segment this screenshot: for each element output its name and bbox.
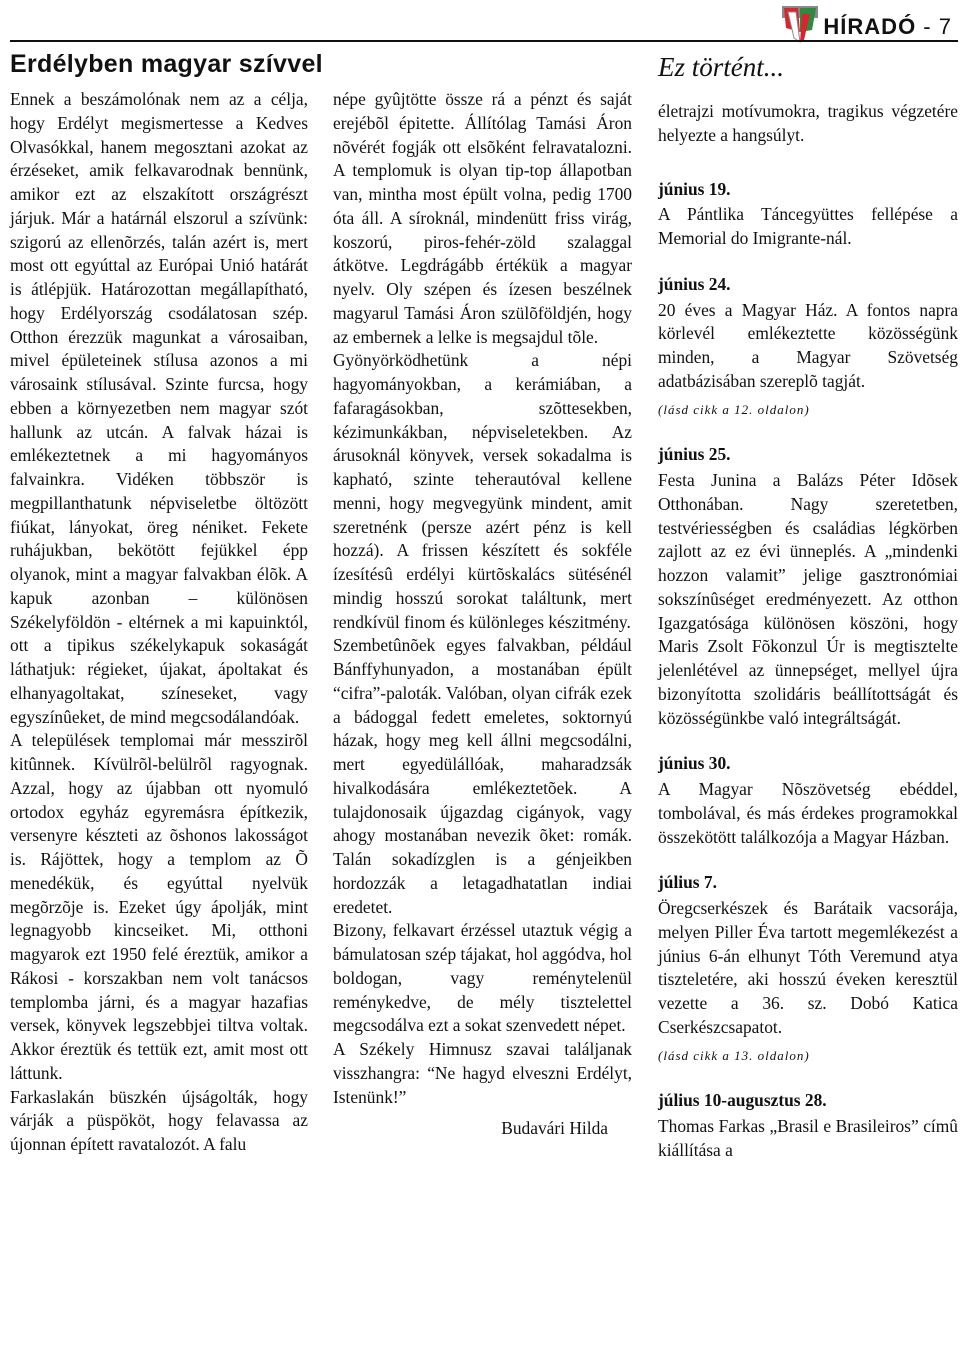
event-date: július 10-augusztus 28. <box>658 1090 827 1111</box>
event-text: Thomas Farkas „Brasil e Brasileiros” címû kiállítása a <box>658 1116 958 1160</box>
article-paragraph: A települések templomai már messzirõl kitûnnek. Kívülrõl-belülrõl ragyognak. Azzal, hogy az újabban ott nyomuló ortodox egyház egyremásra építkezik, versenyre készteti az õshonos lakosságot is. Rájöttek, hogy a templom az Õ menedékük, és egyúttal nyelvük megõrzõje is. Ezeket úgy ápolják, mint legnagyobb kincseiket. Mi, otthoni magyarok ezt 1950 felé éreztük, amikor a Rákosi - korszakban nem volt tanácsos templomba járni, és a magyar hazafias versek, könyvek legszebbjei tiltva voltak. Akkor éreztük és tettük ezt, amit most ott láttunk. <box>10 730 308 1083</box>
article-column-2 <box>333 88 632 1141</box>
article-paragraph: Ennek a beszámolónak nem az a célja, hogy Erdélyt megismertesse a Kedves Olvasókkal, hanem megosztani azokat az érzéseket, amik felkavarodnak bennünk, amikor ezt az elszakított országrészt járjuk. Már a határnál elszorul a szívünk: szigorú az ellenõrzés, talán azért is, mert most ott egyúttal az Európai Unió határát is átlépjük. Határozottan megállapítható, hogy Erdélyország csodálatosan szép. Otthon érezzük magunkat a városaiban, mivel épületeinek stílusa azonos a mi városaink stílusával. Szinte furcsa, hogy ebben a környezetben nem magyar szót hallunk az utcán. A falvak házai is emlékeztetnek a mi hagyományos falvainkra. Vidéken többször is megpillanthatunk népviseletbe öltözött fiúkat, lányokat, öreg néniket. Fekete ruhájukban, bekötött fejükkel épp olyanok, mint a magyar falvakban élõk. A kapuk azonban – különösen Székelyföldön - eltérnek a mi kapuinktól, ott a tipikus székelykapuk sokaságát láthatjuk: régieket, újakat, ápoltakat és elhanyagoltakat, színeseket, vagy egyszínûeket, de mind megcsodálandóak. <box>10 89 308 727</box>
event-text: Öregcserkészek és Barátaik vacsorája, melyen Piller Éva tartott megemlékezést a június 6-án elhunyt Tóth Veremund atya tiszteletére, aki hosszú éveken keresztül vezette a 36. sz. Dobó Katica Cserkészcsapatot. <box>658 898 958 1037</box>
article-author: Budavári Hilda <box>501 1118 608 1139</box>
event-text: Festa Junina a Balázs Péter Idõsek Otthonában. Nagy szeretetben, testvériességben és családias légkörben zajlott az ez évi ünneplés. A „mindenki hozzon valamit” jelige gasztronómiai sokszínûséget eredményezett. Az otthon Igazgatósága különösen köszöni, hogy Maris Zsolt Fõkonzul Úr is megtisztelte jelenlétével az ünnepséget, mellyel újra bizonyította szolidáris beállítottságát és közösségünkbe való integráltságát. <box>658 470 958 728</box>
article-paragraph: A Székely Himnusz szavai találjanak visszhangra: “Ne hagyd elveszni Erdélyt, Istenünk!” <box>333 1039 632 1107</box>
page-header <box>823 14 952 40</box>
event-text: A Pántlika Táncegyüttes fellépése a Memorial do Imigrante-nál. <box>658 204 958 248</box>
event-date: július 7. <box>658 872 717 893</box>
page-sep: - <box>916 14 939 39</box>
events-intro: életrajzi motívumokra, tragikus végzetére helyezte a hangsúlyt. <box>658 101 958 145</box>
event-date: június 25. <box>658 444 731 465</box>
event-date: június 19. <box>658 178 731 199</box>
section-name: HÍRADÓ <box>823 14 917 39</box>
article-column-1 <box>10 88 308 1157</box>
article-paragraph: népe gyûjtötte össze rá a pénzt és saját erejébõl épitette. Állítólag Tamási Áron nõvérét fogják ott elsõként felravatalozni. A templomuk is olyan tip-top állapotban van, mintha most épült volna, pedig 1700 óta áll. A síroknál, mindenütt friss virág, koszorú, piros-fehér-zöld szalaggal átkötve. Legdrágább értékük a magyar nyelv. Oly szépen és ízesen beszélnek magyarul Tamási Áron szülõföldjén, hogy az embernek a lelke is megsajdul tõle. <box>333 89 632 347</box>
article-paragraph: Bizony, felkavart érzéssel utaztuk végig a bámulatosan szép tájakat, hol aggódva, hol boldogan, vagy reménytelenül reménykedve, de mély tisztelettel megcsodálva ezt a sokat szenvedett népet. <box>333 920 632 1036</box>
event-reference: (lásd cikk a 12. oldalon) <box>658 401 810 417</box>
events-title: Ez történt... <box>658 52 784 82</box>
event-date: június 30. <box>658 753 731 774</box>
article-paragraph: Farkaslakán büszkén újságolták, hogy várják a püspököt, hogy felavassa az újonnan épített ravatalozót. A falu <box>10 1086 308 1154</box>
header-rule <box>10 40 958 42</box>
event-text: A Magyar Nõszövetség ebéddel, tombolával, és más érdekes programokkal összekötött találkozója a Magyar Házban. <box>658 779 958 847</box>
event-reference: (lásd cikk a 13. oldalon) <box>658 1047 810 1063</box>
event-text: 20 éves a Magyar Ház. A fontos napra körlevél emlékeztette közösségünk minden, a Magyar Szövetség adatbázisában szereplõ tagját. <box>658 299 958 391</box>
event-date: június 24. <box>658 273 731 294</box>
article-paragraph: Szembetûnõek egyes falvakban, például Bánffyhunyadon, a mostanában épült “cifra”-paloták. Valóban, olyan cifrák ezek a bádoggal fedett emeletes, soktornyú házak, hogy meg kell állni megcsodálni, mert egyedülállóak, maharadzsák hivalkodására emlékeztetõek. A tulajdonosaik újgazdag cigányok, vagy ahogy mostanában nevezik õket: romák. Talán sokadízglen is a génjeikben hordozzák a letagadhatatlan indiai eredetet. <box>333 635 632 917</box>
events-column <box>658 100 958 1163</box>
page-number: 7 <box>938 14 952 39</box>
article-paragraph: Gyönyörködhetünk a népi hagyományokban, a kerámiában, a fafaragásokban, szõttesekben, kézimunkákban, népviseletekben. Az árusoknál könyvek, versek sokadalma is kapható, szinte teherautóval kellene menni, hogy megvegyünk mindent, amit szeretnénk (persze azért pénz is kell hozzá). A frissen készített és sokféle ízesítésû erdélyi kürtõskalács sütésénél mindig hosszú sorokat találtunk, mert rendkívül finom és különleges készitmény. <box>333 350 632 632</box>
article-title: Erdélyben magyar szívvel <box>10 50 323 78</box>
